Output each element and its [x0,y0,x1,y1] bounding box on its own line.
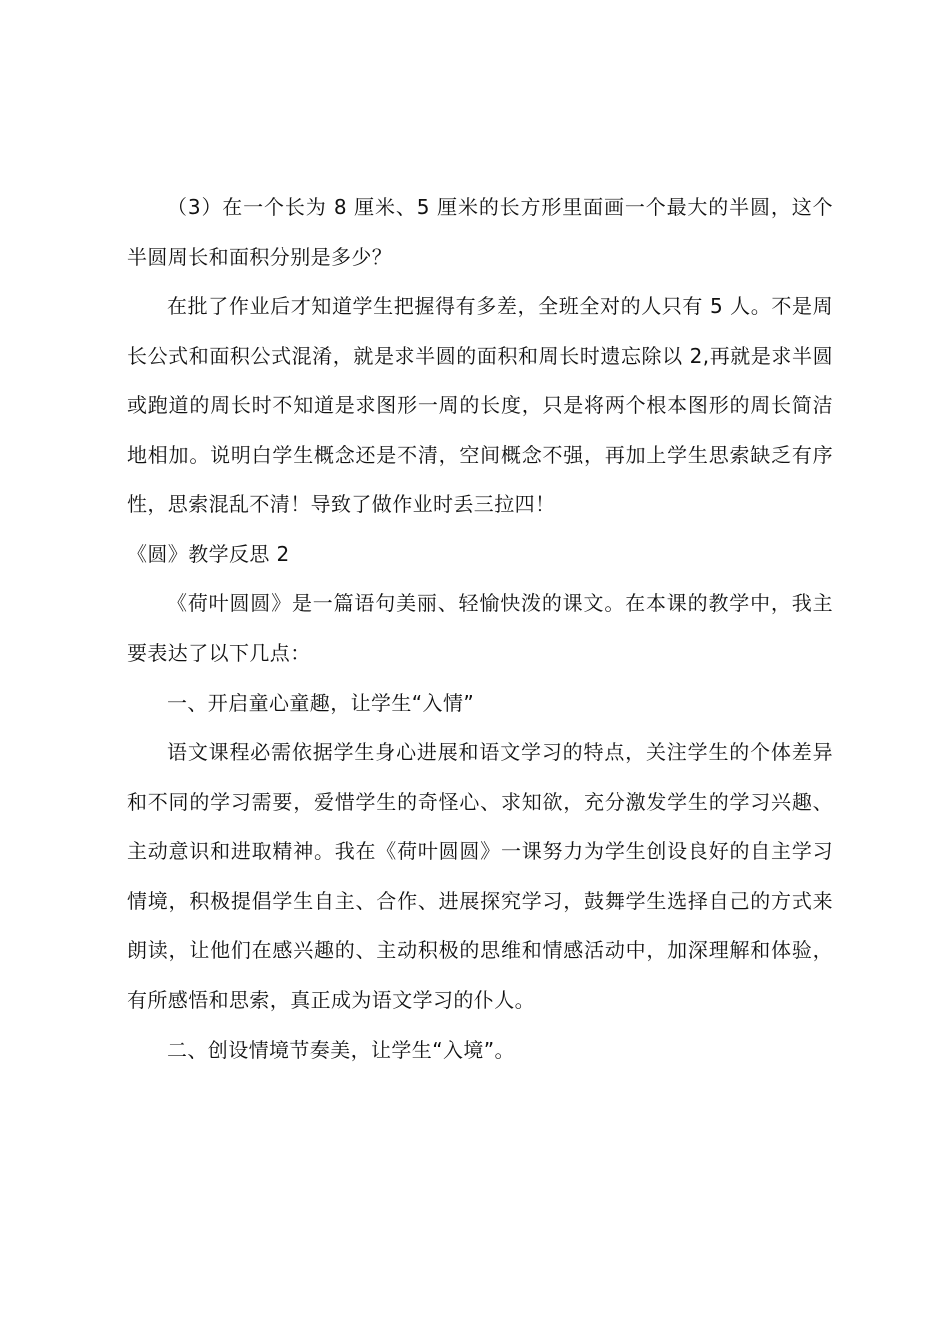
point-one-heading: 一、开启童心童趣，让学生“入情” [167,691,475,715]
paragraph-homework-reflection: 在批了作业后才知道学生把握得有多差，全班全对的人只有 5 人。不是周长公式和面积公式混淆，就是求半圆的面积和周长时遗忘除以 2,再就是求半圆或跑道的周长时不知道是求图形一周的长度，只是将两个根本图形的周长简洁地相加。说明白学生概念还是不清，空间概念不强，再加上学生思索缺乏有序性，思索混乱不清！导致了做作业时丢三拉四！ [127,294,833,516]
paragraph-point-one: 语文课程必需依据学生身心进展和语文学习的特点，关注学生的个体差异和不同的学习需要，爱惜学生的奇怪心、求知欲，充分激发学生的学习兴趣、主动意识和进取精神。我在《荷叶圆圆》一课努力为学生创设良好的自主学习情境，积极提倡学生自主、合作、进展探究学习，鼓舞学生选择自己的方式来朗读，让他们在感兴趣的、主动积极的思维和情感活动中，加深理解和体验，有所感悟和思索，真正成为语文学习的仆人。 [127,740,833,1012]
paragraph-lesson-intro: 《荷叶圆圆》是一篇语句美丽、轻愉快泼的课文。在本课的教学中，我主要表达了以下几点： [127,591,833,665]
section-heading: 《圆》教学反思 2 [127,541,290,566]
paragraph-question-3: （3）在一个长为 8 厘米、5 厘米的长方形里面画一个最大的半圆，这个半圆周长和面积分别是多少？ [127,195,833,269]
document-body [127,183,833,1075]
point-two-heading: 二、创设情境节奏美，让学生“入境”。 [167,1038,515,1062]
